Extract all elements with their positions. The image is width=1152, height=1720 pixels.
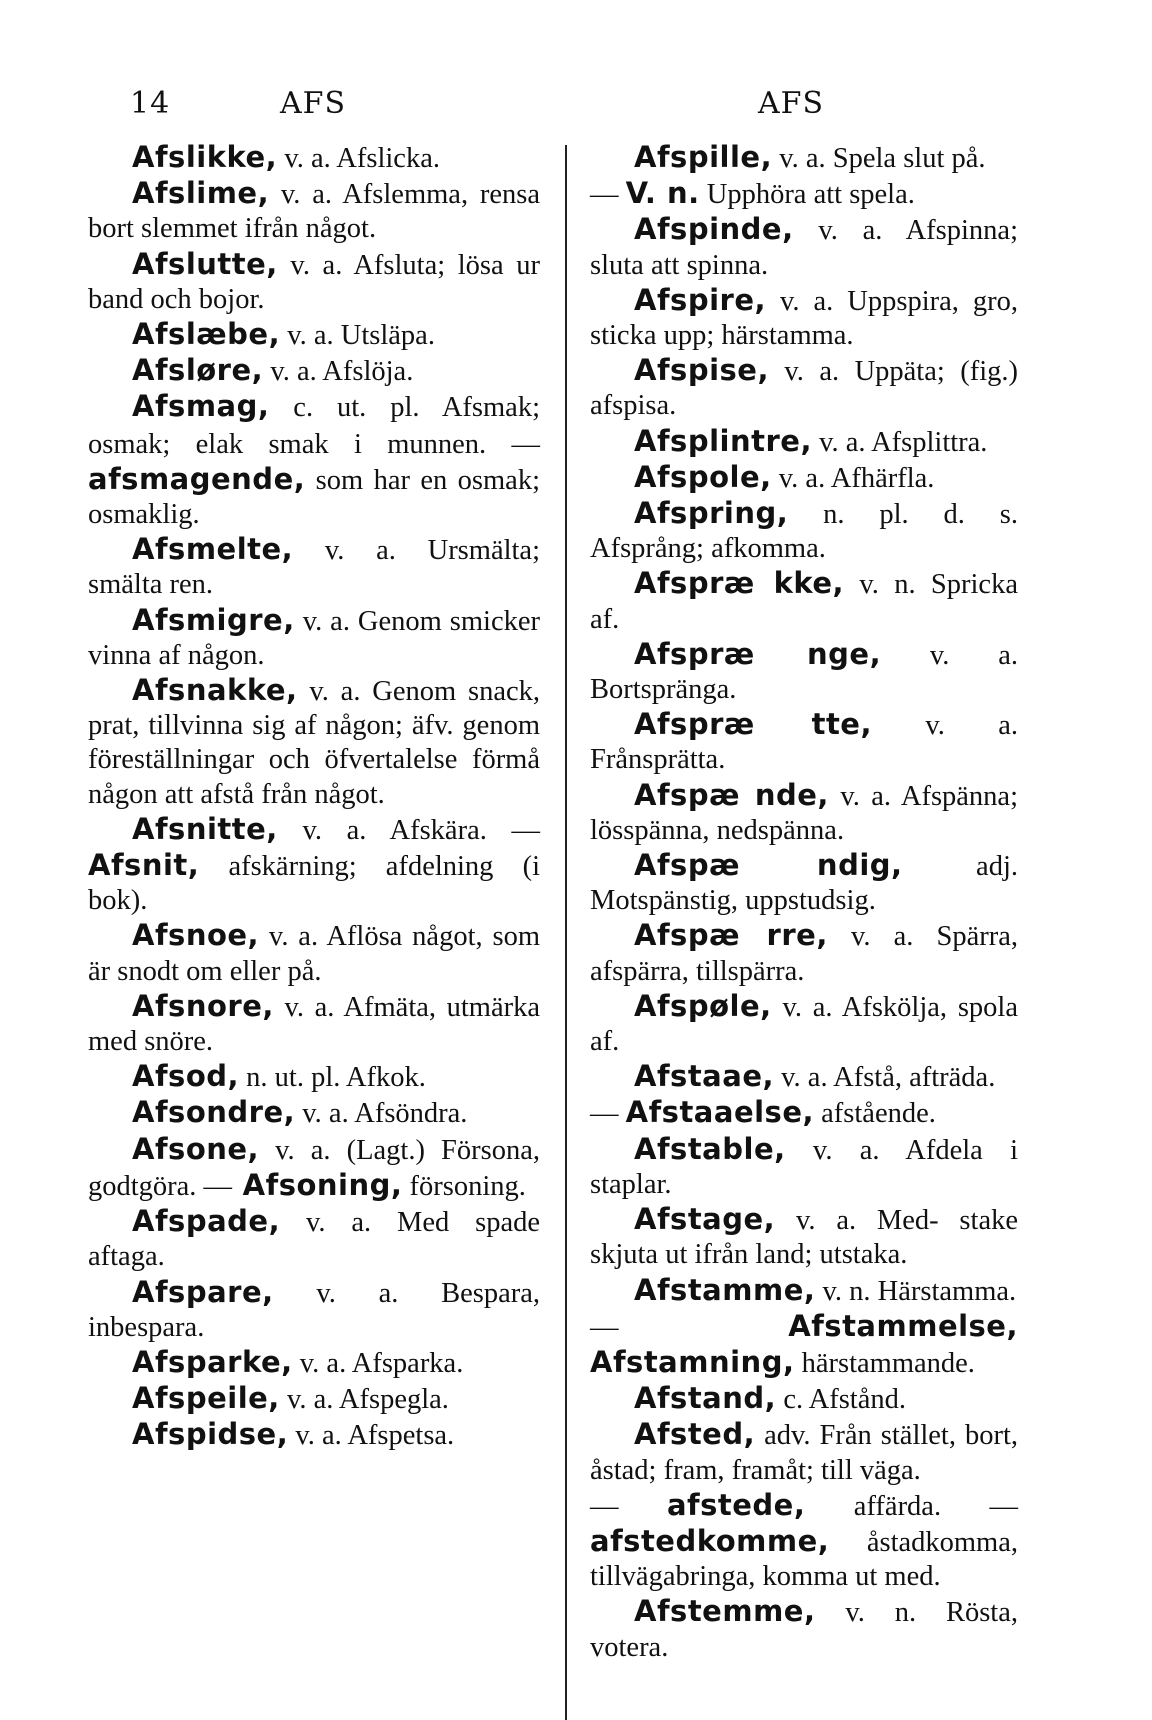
entry-headword: Afspæ rre, [634,918,828,953]
right-column [590,140,1018,1665]
entry-subdefinition: åstadkomma, tillvägabringa, komma ut med. [590,1526,1018,1593]
entry-definition: v. a. Uppäta; (fig.) afspisa. [590,356,1018,422]
page-number: 14 [130,86,171,121]
entry-definition: v. n. Spricka af. [590,569,1018,635]
dictionary-entry [88,1417,540,1453]
entry-definition: v. a. Uppspira, gro, sticka upp; härstamma. [590,285,1018,352]
entry-headword: V. n. [625,176,700,211]
entry-headword: Afstemme, [634,1594,816,1629]
entry-headword: Afsod, [132,1059,240,1094]
entry-headword: Afsparke, [132,1344,293,1379]
dictionary-entry [590,1273,1018,1309]
entry-headword: Afspidse, [132,1417,289,1452]
dictionary-entry [590,778,1018,848]
entry-definition: v. a. Afsparka. [292,1347,464,1379]
entry-definition: v. n. Rösta, votera. [590,1597,1018,1663]
dictionary-entry [590,918,1018,988]
dictionary-entry [88,1345,540,1381]
entry-subheadword: afstedkomme, [590,1523,830,1558]
dictionary-entry [590,637,1018,707]
entry-headword: Afsnitte, [132,811,278,846]
entry-definition: v. a. Afhärfla. [771,462,935,494]
dictionary-entry [88,1204,540,1274]
entry-headword: Afstaae, [634,1059,775,1094]
dictionary-entry [88,603,540,673]
entry-definition: v. a. Genom smicker vinna af någon. [88,605,540,671]
dictionary-entry [88,1059,540,1095]
entry-subheadword: Afsoning, [232,1167,403,1202]
entry-dash: — [590,1098,626,1130]
entry-definition: adj. Motspänstig, uppstudsig. [590,851,1018,917]
dictionary-entry [88,140,540,176]
entry-headword: Afspole, [634,459,772,494]
entry-headword: Afspring, [634,496,789,531]
dictionary-entry [590,1095,1018,1131]
dictionary-entry [88,389,540,532]
dictionary-entry [590,460,1018,496]
dictionary-entry [590,1202,1018,1272]
dictionary-entry [590,1309,1018,1381]
dictionary-entry [88,989,540,1059]
dictionary-entry [88,317,540,353]
entry-definition: v. a. Med- stake skjuta ut ifrån land; utstaka. [590,1205,1018,1271]
entry-definition: v. a. Spärra, afspärra, tillspärra. [590,921,1018,987]
entry-headword: afstede, [666,1487,806,1522]
entry-headword: Afspræ nge, [634,636,882,671]
entry-headword: Afsone, [132,1131,260,1166]
dictionary-entry [88,918,540,988]
dictionary-entry [88,1132,540,1204]
entry-dash: — [590,1311,789,1343]
dictionary-entry [88,1095,540,1131]
entry-headword: Afslutte, [132,246,278,281]
entry-definition: v. a. Bespara, inbespara. [88,1277,540,1343]
entry-definition: v. a. Med spade aftaga. [88,1207,540,1273]
entry-headword: Afstand, [634,1381,777,1416]
entry-headword: Afstaaelse, [625,1095,815,1130]
dictionary-entry [88,673,540,812]
dictionary-entry [88,532,540,602]
entry-headword: Afsnore, [132,988,274,1023]
entry-definition: v. a. Afskölja, spola af. [590,991,1018,1058]
dictionary-entry [590,848,1018,918]
entry-headword: Afspire, [634,282,767,317]
entry-definition: v. a. Afspegla. [279,1384,449,1416]
entry-definition: v. a. Afskära. — [277,814,540,846]
left-column [88,140,540,1454]
dictionary-entry [590,1132,1018,1202]
entry-headword: Afsmag, [132,389,270,424]
entry-definition: adv. Från stället, bort, åstad; fram, framåt; till väga. [590,1420,1018,1486]
dictionary-entry [590,140,1018,176]
entry-definition: Upphöra att spela. [699,179,915,211]
entry-definition: v. a. Ursmälta; smälta ren. [88,535,540,601]
entry-definition: afstående. [814,1098,936,1130]
dictionary-entry [88,353,540,389]
entry-headword: Afstammelse, Afstamning, [590,1308,1018,1379]
dictionary-entry [590,1417,1018,1487]
entry-headword: Afsmigre, [132,602,295,637]
entry-definition: v. a. Afdela i staplar. [590,1134,1018,1200]
dictionary-entry [590,283,1018,353]
entry-definition: v. a. Spela slut på. [772,143,986,174]
dictionary-entry [590,1059,1018,1095]
entry-headword: Afspinde, [634,212,794,247]
entry-definition: v. a. Frånsprätta. [590,710,1018,776]
dictionary-entry [590,212,1018,282]
dictionary-entry [590,1488,1018,1595]
dictionary-entry [590,176,1018,212]
entry-headword: Afsplintre, [634,423,812,458]
entry-definition: v. a. Utsläpa. [280,320,435,352]
dictionary-entry [590,1594,1018,1664]
entry-definition: v. a. Afmäta, utmärka med snöre. [88,991,540,1058]
entry-definition: v. a. Afsöndra. [295,1098,468,1130]
entry-definition: v. a. Genom snack, prat, tillvinna sig af någon; äfv. genom föreställningar och öfvertalelse förmå någon att afstå från något. [88,676,540,810]
entry-subheadword: Afsnit, [88,848,200,883]
entry-subheadword: afsmagende, [88,461,306,496]
entry-definition: v. n. Härstamma. [815,1275,1017,1307]
dictionary-entry [590,424,1018,460]
entry-definition: v. a. Afsplittra. [811,426,988,458]
dictionary-entry [590,566,1018,636]
entry-headword: Afstage, [634,1202,776,1237]
entry-definition: n. ut. pl. Afkok. [239,1062,426,1094]
dictionary-entry [590,496,1018,566]
entry-definition: v. a. (Lagt.) Försona, godtgöra. — [88,1134,540,1202]
entry-definition: n. pl. d. s. Afsprång; afkomma. [590,499,1018,565]
left-running-head: AFS [280,86,347,121]
entry-definition: c. Afstånd. [776,1384,906,1416]
dictionary-entry [590,353,1018,423]
entry-definition: v. a. Afspetsa. [288,1420,455,1452]
entry-headword: Afslæbe, [132,317,281,352]
entry-headword: Afspille, [634,140,773,174]
dictionary-entry [88,247,540,317]
entry-headword: Afspare, [132,1274,274,1309]
entry-definition: härstammande. [794,1347,975,1379]
entry-definition: c. ut. pl. Afsmak; osmak; elak smak i munnen. — [88,392,540,460]
entry-headword: Afspæ nde, [634,777,829,812]
entry-headword: Afsondre, [132,1095,296,1130]
entry-headword: Afstamme, [634,1272,816,1307]
entry-headword: Afsted, [634,1417,756,1452]
column-divider [565,145,567,1720]
entry-headword: Afsnoe, [132,918,260,953]
entry-definition: v. a. Afspänna; lösspänna, nedspänna. [590,780,1019,846]
entry-headword: Afspræ tte, [634,707,872,742]
dictionary-entry [88,176,540,246]
entry-definition: v. a. Afslöja. [263,356,414,388]
entry-headword: Afslikke, [132,140,278,174]
entry-definition: v. a. Afslemma, rensa bort slemmet ifrån något. [88,179,540,245]
dictionary-entry [88,1275,540,1345]
entry-subdefinition: som har en osmak; osmaklig. [88,464,540,531]
entry-headword: Afspøle, [634,988,772,1023]
entry-headword: Afsløre, [132,353,264,388]
entry-headword: Afspæ ndig, [634,848,903,883]
entry-definition: v. a. Afspinna; sluta att spinna. [590,215,1018,281]
entry-headword: Afspise, [634,353,769,388]
entry-definition: v. a. Afstå, afträda. [774,1062,996,1094]
entry-definition: v. a. Afslicka. [277,143,440,174]
entry-headword: Afsnakke, [132,673,298,708]
entry-headword: Afspeile, [132,1381,280,1416]
entry-definition: v. a. Afsluta; lösa ur band och bojor. [88,249,540,315]
entry-definition: v. a. Bortspränga. [590,639,1018,706]
dictionary-entry [590,989,1018,1059]
entry-headword: Afslime, [132,176,270,211]
entry-dash: — [590,179,626,211]
entry-dash: — [590,1490,667,1522]
entry-subdefinition: försoning. [402,1170,526,1202]
entry-headword: Afspræ kke, [634,566,845,601]
entry-subdefinition: afskärning; afdelning (i bok). [88,851,540,917]
dictionary-entry [590,707,1018,777]
right-running-head: AFS [758,86,825,121]
entry-definition: affärda. — [805,1490,1019,1522]
dictionary-entry [88,812,540,919]
dictionary-entry [88,1381,540,1417]
dictionary-entry [590,1381,1018,1417]
entry-headword: Afstable, [634,1131,786,1166]
entry-headword: Afsmelte, [132,532,294,567]
entry-headword: Afspade, [132,1204,281,1239]
entry-definition: v. a. Aflösa något, som är snodt om eller på. [88,921,540,987]
